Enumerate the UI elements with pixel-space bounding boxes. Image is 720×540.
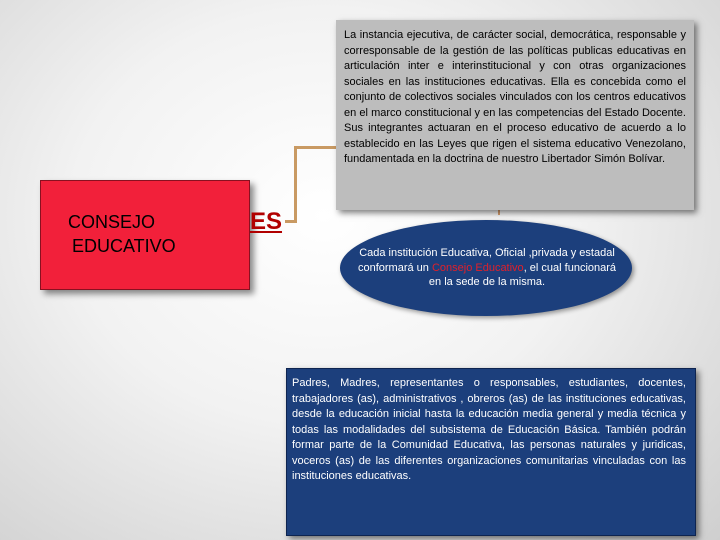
definition-text: La instancia ejecutiva, de carácter social, democrática, responsable y corresponsable de la gestión de las políticas publicas educativas en articulación inter e interinstitucional y con otras organizaciones sociales en las instituciones educativas. Ella es concebida como el conjunto de colectivos sociales vinculados con los centros educativos en el marco constitucional y en las competencias del Estado Docente. Sus integrantes actuaran en el proceso educativo de acuerdo a lo establecido en las Leyes que rigen el sistema educativo Venezolano, fundamentada en la doctrina de nuestro Libertador Simón Bolívar. — [344, 29, 686, 165]
ellipse-text-part1: Cada institución Educativa, Oficial ,privada y estadal conformará un — [357, 247, 615, 274]
connector-line-vertical — [294, 146, 297, 223]
consejo-label-line2: EDUCATIVO — [72, 236, 176, 256]
ellipse-text-part2: , el cual funcionará en la sede de la misma. — [428, 261, 617, 288]
consejo-educativo-label — [68, 210, 208, 258]
members-text: Padres, Madres, representantes o responsables, estudiantes, docentes, trabajadores (as), administrativos , obreros (as) de las instituciones educativas, desde la educación inicial hasta la educación media general y media técnica y todas las modalidades del subsistema de Educación Básica. También podrán formar parte de la Comunidad Educativa, las personas naturales y juridicas, voceros (as) de las diferentes organizaciones comunitarias vinculadas con las instituciones educativas. — [292, 377, 686, 482]
connector-line-horizontal-high — [294, 146, 336, 149]
ellipse-text-highlight: Consejo Educativo — [431, 261, 524, 274]
institution-ellipse-text — [356, 246, 618, 290]
consejo-label-line1: CONSEJO — [68, 212, 156, 232]
es-connector-label: ES — [250, 208, 283, 235]
